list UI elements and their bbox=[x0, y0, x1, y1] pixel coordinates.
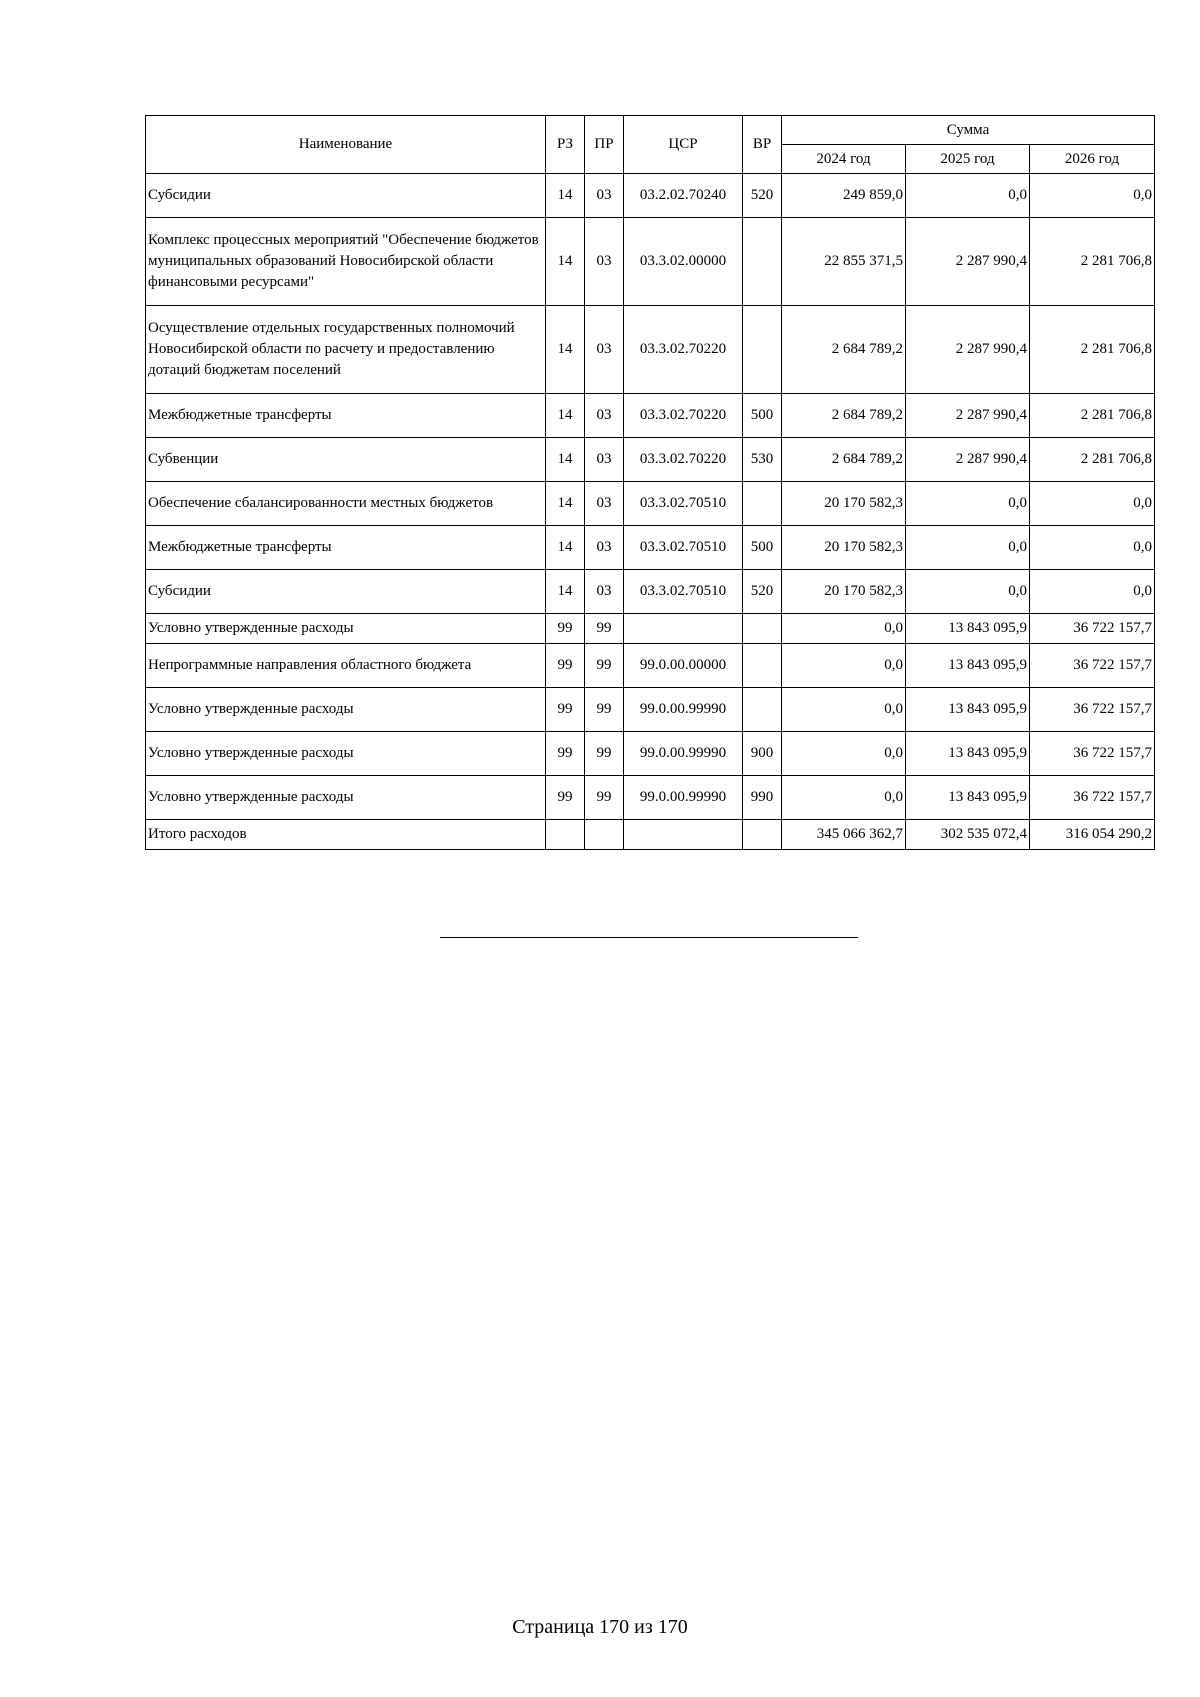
table-row bbox=[146, 218, 1155, 306]
cell-year-2024: 2 684 789,2 bbox=[782, 306, 906, 394]
cell-rz: 99 bbox=[546, 644, 585, 688]
table-row bbox=[146, 438, 1155, 482]
cell-rz: 14 bbox=[546, 306, 585, 394]
header-vr: ВР bbox=[743, 116, 782, 174]
cell-pr: 03 bbox=[585, 482, 624, 526]
cell-year-2024: 345 066 362,7 bbox=[782, 820, 906, 850]
cell-rz: 99 bbox=[546, 614, 585, 644]
cell-name: Субвенции bbox=[146, 438, 546, 482]
cell-year-2025: 13 843 095,9 bbox=[906, 644, 1030, 688]
cell-vr: 520 bbox=[743, 174, 782, 218]
cell-year-2024: 0,0 bbox=[782, 614, 906, 644]
cell-vr: 900 bbox=[743, 732, 782, 776]
table-row bbox=[146, 482, 1155, 526]
cell-year-2025: 2 287 990,4 bbox=[906, 306, 1030, 394]
cell-pr: 03 bbox=[585, 438, 624, 482]
cell-year-2024: 2 684 789,2 bbox=[782, 438, 906, 482]
cell-year-2026: 316 054 290,2 bbox=[1030, 820, 1155, 850]
cell-year-2026: 36 722 157,7 bbox=[1030, 776, 1155, 820]
cell-name: Обеспечение сбалансированности местных бюджетов bbox=[146, 482, 546, 526]
cell-csr bbox=[624, 614, 743, 644]
cell-vr bbox=[743, 614, 782, 644]
cell-csr: 03.3.02.70220 bbox=[624, 394, 743, 438]
cell-year-2024: 20 170 582,3 bbox=[782, 482, 906, 526]
cell-csr: 03.3.02.00000 bbox=[624, 218, 743, 306]
cell-vr bbox=[743, 482, 782, 526]
header-year-2024: 2024 год bbox=[782, 145, 906, 174]
cell-vr: 520 bbox=[743, 570, 782, 614]
cell-pr: 03 bbox=[585, 218, 624, 306]
table-row bbox=[146, 614, 1155, 644]
cell-year-2025: 0,0 bbox=[906, 526, 1030, 570]
cell-vr: 500 bbox=[743, 526, 782, 570]
cell-pr: 99 bbox=[585, 614, 624, 644]
cell-rz: 14 bbox=[546, 218, 585, 306]
cell-name: Условно утвержденные расходы bbox=[146, 776, 546, 820]
table-row bbox=[146, 644, 1155, 688]
cell-name: Непрограммные направления областного бюджета bbox=[146, 644, 546, 688]
cell-year-2026: 2 281 706,8 bbox=[1030, 306, 1155, 394]
cell-year-2024: 249 859,0 bbox=[782, 174, 906, 218]
budget-table bbox=[145, 115, 1155, 850]
cell-name: Условно утвержденные расходы bbox=[146, 732, 546, 776]
cell-rz: 99 bbox=[546, 776, 585, 820]
cell-name: Субсидии bbox=[146, 570, 546, 614]
cell-name: Межбюджетные трансферты bbox=[146, 394, 546, 438]
header-rz: РЗ bbox=[546, 116, 585, 174]
table-body bbox=[146, 174, 1155, 850]
table-row bbox=[146, 174, 1155, 218]
cell-rz: 14 bbox=[546, 526, 585, 570]
table-row bbox=[146, 820, 1155, 850]
cell-year-2025: 2 287 990,4 bbox=[906, 218, 1030, 306]
cell-pr: 03 bbox=[585, 570, 624, 614]
cell-vr: 500 bbox=[743, 394, 782, 438]
cell-pr: 03 bbox=[585, 174, 624, 218]
cell-csr: 99.0.00.00000 bbox=[624, 644, 743, 688]
cell-year-2024: 2 684 789,2 bbox=[782, 394, 906, 438]
cell-rz: 99 bbox=[546, 688, 585, 732]
cell-csr: 03.3.02.70510 bbox=[624, 482, 743, 526]
cell-year-2024: 0,0 bbox=[782, 644, 906, 688]
cell-pr: 99 bbox=[585, 688, 624, 732]
table-row bbox=[146, 394, 1155, 438]
header-year-2026: 2026 год bbox=[1030, 145, 1155, 174]
cell-year-2024: 20 170 582,3 bbox=[782, 570, 906, 614]
cell-year-2025: 0,0 bbox=[906, 482, 1030, 526]
cell-pr: 99 bbox=[585, 732, 624, 776]
cell-rz: 14 bbox=[546, 482, 585, 526]
table-row bbox=[146, 688, 1155, 732]
cell-year-2025: 13 843 095,9 bbox=[906, 688, 1030, 732]
cell-year-2024: 0,0 bbox=[782, 776, 906, 820]
separator-line bbox=[440, 937, 858, 938]
header-csr: ЦСР bbox=[624, 116, 743, 174]
cell-csr: 99.0.00.99990 bbox=[624, 732, 743, 776]
cell-pr: 03 bbox=[585, 306, 624, 394]
header-year-2025: 2025 год bbox=[906, 145, 1030, 174]
cell-name: Субсидии bbox=[146, 174, 546, 218]
cell-name: Условно утвержденные расходы bbox=[146, 614, 546, 644]
cell-year-2024: 20 170 582,3 bbox=[782, 526, 906, 570]
cell-vr: 530 bbox=[743, 438, 782, 482]
cell-year-2026: 36 722 157,7 bbox=[1030, 644, 1155, 688]
page-number: Страница 170 из 170 bbox=[512, 1616, 688, 1638]
cell-year-2026: 0,0 bbox=[1030, 570, 1155, 614]
header-pr: ПР bbox=[585, 116, 624, 174]
cell-rz: 14 bbox=[546, 394, 585, 438]
cell-year-2025: 0,0 bbox=[906, 174, 1030, 218]
cell-name: Комплекс процессных мероприятий "Обеспечение бюджетов муниципальных образований Новосибирской области финансовыми ресурсами" bbox=[146, 218, 546, 306]
cell-year-2026: 2 281 706,8 bbox=[1030, 438, 1155, 482]
cell-year-2025: 302 535 072,4 bbox=[906, 820, 1030, 850]
cell-csr: 03.3.02.70220 bbox=[624, 306, 743, 394]
cell-year-2026: 0,0 bbox=[1030, 482, 1155, 526]
cell-csr: 99.0.00.99990 bbox=[624, 688, 743, 732]
cell-rz: 14 bbox=[546, 570, 585, 614]
cell-vr bbox=[743, 820, 782, 850]
cell-vr: 990 bbox=[743, 776, 782, 820]
cell-year-2026: 0,0 bbox=[1030, 526, 1155, 570]
cell-year-2024: 0,0 bbox=[782, 688, 906, 732]
cell-year-2026: 36 722 157,7 bbox=[1030, 688, 1155, 732]
cell-year-2025: 13 843 095,9 bbox=[906, 614, 1030, 644]
cell-pr: 03 bbox=[585, 394, 624, 438]
cell-pr: 03 bbox=[585, 526, 624, 570]
table-row bbox=[146, 570, 1155, 614]
cell-pr: 99 bbox=[585, 644, 624, 688]
cell-csr: 03.3.02.70220 bbox=[624, 438, 743, 482]
cell-pr bbox=[585, 820, 624, 850]
cell-year-2024: 0,0 bbox=[782, 732, 906, 776]
cell-csr: 03.3.02.70510 bbox=[624, 526, 743, 570]
cell-year-2025: 13 843 095,9 bbox=[906, 732, 1030, 776]
cell-year-2025: 2 287 990,4 bbox=[906, 438, 1030, 482]
cell-name: Межбюджетные трансферты bbox=[146, 526, 546, 570]
cell-csr: 99.0.00.99990 bbox=[624, 776, 743, 820]
cell-vr bbox=[743, 644, 782, 688]
cell-year-2025: 13 843 095,9 bbox=[906, 776, 1030, 820]
cell-name: Осуществление отдельных государственных полномочий Новосибирской области по расчету и предоставлению дотаций бюджетам поселений bbox=[146, 306, 546, 394]
table-row bbox=[146, 776, 1155, 820]
table-row bbox=[146, 732, 1155, 776]
header-name: Наименование bbox=[146, 116, 546, 174]
cell-csr: 03.3.02.70510 bbox=[624, 570, 743, 614]
cell-year-2025: 0,0 bbox=[906, 570, 1030, 614]
cell-year-2026: 36 722 157,7 bbox=[1030, 614, 1155, 644]
cell-year-2025: 2 287 990,4 bbox=[906, 394, 1030, 438]
cell-year-2024: 22 855 371,5 bbox=[782, 218, 906, 306]
cell-rz: 14 bbox=[546, 174, 585, 218]
table-row bbox=[146, 306, 1155, 394]
cell-csr bbox=[624, 820, 743, 850]
cell-rz bbox=[546, 820, 585, 850]
cell-pr: 99 bbox=[585, 776, 624, 820]
cell-year-2026: 2 281 706,8 bbox=[1030, 218, 1155, 306]
cell-vr bbox=[743, 218, 782, 306]
cell-csr: 03.2.02.70240 bbox=[624, 174, 743, 218]
cell-name: Условно утвержденные расходы bbox=[146, 688, 546, 732]
cell-rz: 14 bbox=[546, 438, 585, 482]
cell-vr bbox=[743, 306, 782, 394]
cell-year-2026: 36 722 157,7 bbox=[1030, 732, 1155, 776]
cell-rz: 99 bbox=[546, 732, 585, 776]
table-row bbox=[146, 526, 1155, 570]
cell-name: Итого расходов bbox=[146, 820, 546, 850]
cell-year-2026: 2 281 706,8 bbox=[1030, 394, 1155, 438]
cell-year-2026: 0,0 bbox=[1030, 174, 1155, 218]
cell-vr bbox=[743, 688, 782, 732]
header-sum: Сумма bbox=[782, 116, 1155, 145]
